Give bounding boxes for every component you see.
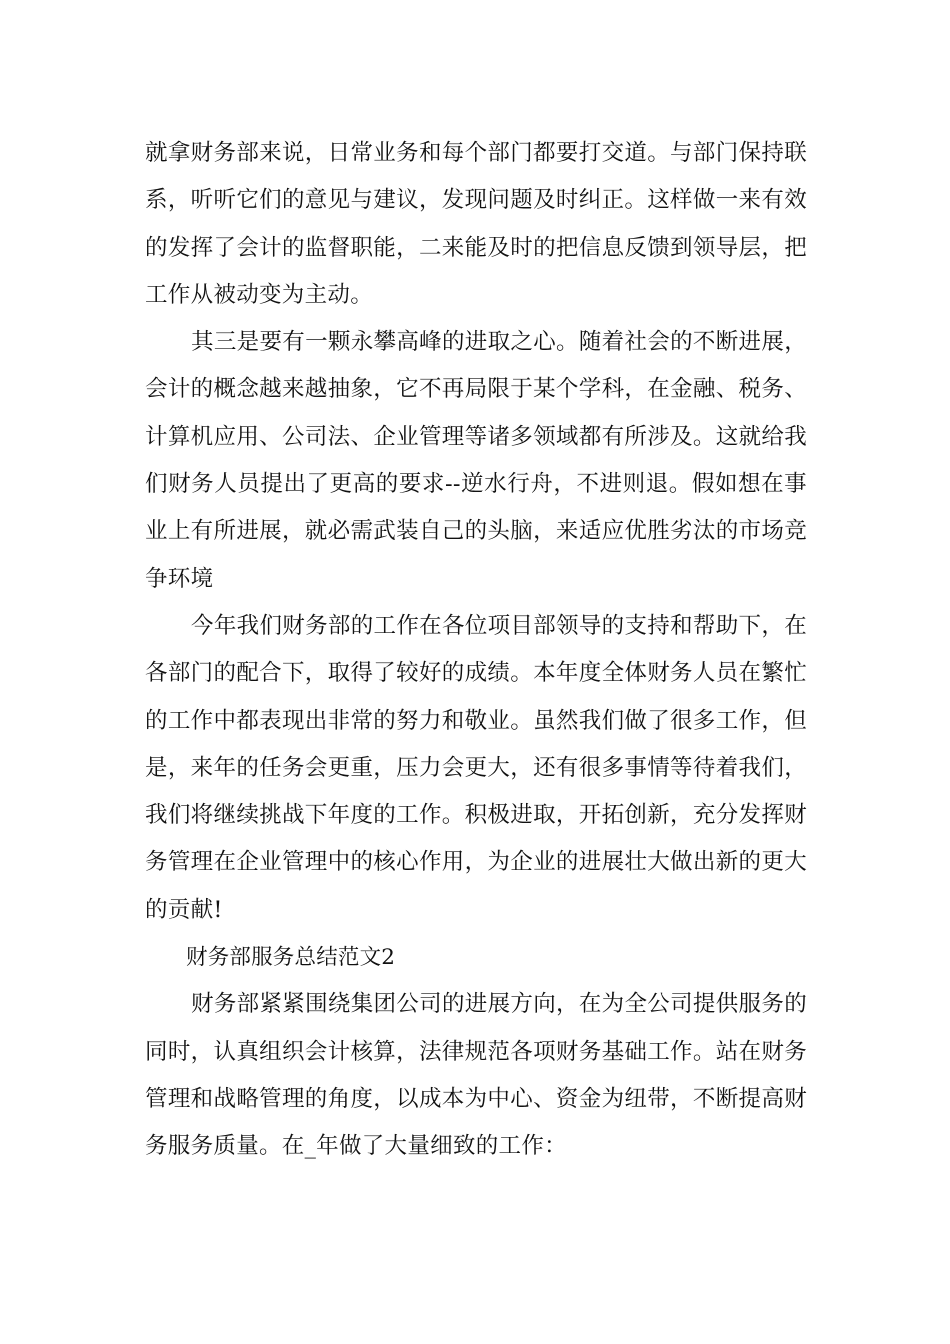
text-line: 们财务人员提出了更高的要求--逆水行舟，不进则退。假如想在事 (145, 471, 807, 498)
section-heading: 财务部服务总结范文2 (186, 945, 396, 971)
text-line: 业上有所进展，就必需武装自己的头脑，来适应优胜劣汰的市场竞 (145, 518, 807, 545)
text-line: 的贡献! (145, 896, 223, 923)
text-line: 我们将继续挑战下年度的工作。积极进取，开拓创新，充分发挥财 (145, 802, 807, 829)
paragraph-2 (145, 319, 807, 603)
text-line: 今年我们财务部的工作在各位项目部领导的支持和帮助下，在 (191, 612, 807, 639)
text-line: 就拿财务部来说，日常业务和每个部门都要打交道。与部门保持联 (145, 140, 807, 166)
text-line: 的工作中都表现出非常的努力和敬业。虽然我们做了很多工作，但 (145, 707, 807, 734)
text-line: 同时，认真组织会计核算，法律规范各项财务基础工作。站在财务 (145, 1038, 807, 1065)
text-line: 计算机应用、公司法、企业管理等诸多领域都有所涉及。这就给我 (145, 423, 807, 450)
paragraph-1 (145, 130, 807, 319)
text-line: 系，听听它们的意见与建议，发现问题及时纠正。这样做一来有效 (145, 187, 807, 214)
text-line: 管理和战略管理的角度，以成本为中心、资金为纽带，不断提高财 (145, 1085, 807, 1112)
paragraph-4 (145, 981, 807, 1170)
text-line: 是，来年的任务会更重，压力会更大，还有很多事情等待着我们， (145, 754, 807, 781)
text-line: 各部门的配合下，取得了较好的成绩。本年度全体财务人员在繁忙 (145, 660, 807, 687)
text-line: 工作从被动变为主动。 (145, 281, 374, 308)
document-body (145, 130, 807, 1171)
text-line: 其三是要有一颗永攀高峰的进取之心。随着社会的不断进展， (191, 329, 807, 356)
text-line: 务服务质量。在_年做了大量细致的工作： (145, 1133, 567, 1160)
text-line: 财务部紧紧围绕集团公司的进展方向，在为全公司提供服务的 (191, 991, 807, 1018)
text-line: 务管理在企业管理中的核心作用，为企业的进展壮大做出新的更大 (145, 849, 807, 876)
text-line: 的发挥了会计的监督职能，二来能及时的把信息反馈到领导层，把 (145, 234, 807, 261)
paragraph-3 (145, 603, 807, 934)
text-line: 会计的概念越来越抽象，它不再局限于某个学科，在金融、税务、 (145, 376, 807, 403)
text-line: 争环境 (145, 565, 214, 592)
